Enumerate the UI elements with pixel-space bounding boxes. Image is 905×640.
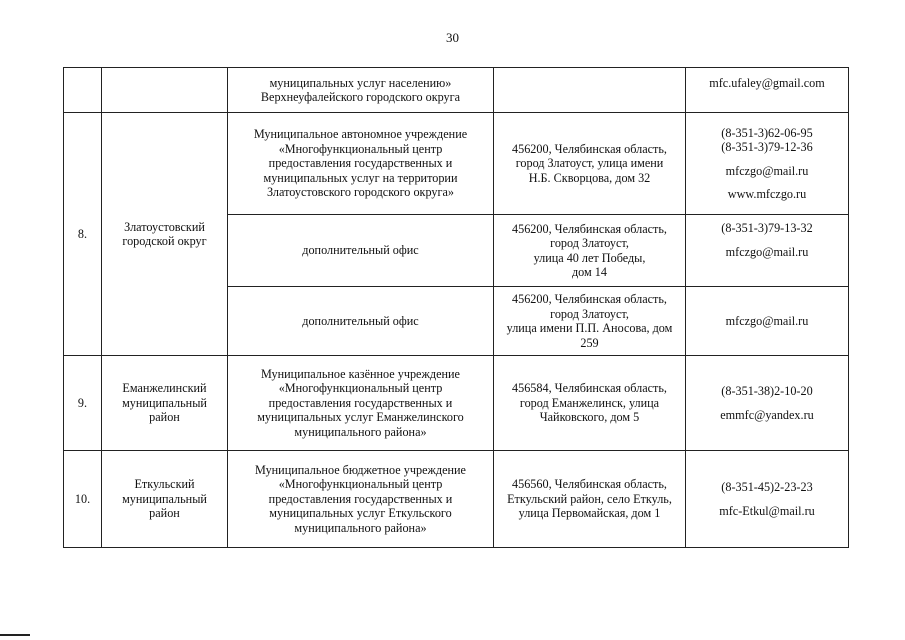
org-line: муниципальных услуг населению» (269, 75, 452, 90)
cell-organization (228, 68, 494, 113)
email: mfc.ufaley@gmail.com (709, 76, 825, 90)
area-line: район (149, 410, 180, 425)
page-number: 30 (446, 30, 459, 45)
cell-organization (228, 287, 494, 356)
org-line: муниципального района» (294, 424, 427, 439)
cell-contacts (686, 287, 849, 356)
cell-organization (228, 356, 494, 451)
website: www.mfczgo.ru (727, 187, 807, 201)
area-line: район (149, 506, 180, 521)
address-line: Еткульский район, село Еткуль, (507, 491, 672, 506)
org-line: «Многофункциональный центр (278, 381, 443, 396)
cell-number: 10. (64, 451, 102, 548)
address-line: город Златоуст, (550, 306, 629, 321)
page-edge-mark (0, 634, 30, 636)
address-line: дом 14 (571, 265, 607, 279)
email: mfczgo@mail.ru (725, 244, 809, 259)
address-line: улица Первомайская, дом 1 (518, 506, 661, 521)
org-line: муниципального района» (294, 520, 427, 535)
cell-contacts (686, 451, 849, 548)
phone: (8-351-45)2-23-23 (721, 480, 813, 494)
cell-number: 9. (64, 356, 102, 451)
cell-contacts (686, 215, 849, 287)
cell-address (494, 113, 686, 215)
cell-contacts (686, 68, 849, 113)
email: mfczgo@mail.ru (725, 163, 809, 178)
email: mfczgo@mail.ru (725, 313, 809, 328)
address-line: 456200, Челябинская область, (512, 292, 667, 306)
cell-address (494, 451, 686, 548)
area-line: муниципальный (122, 491, 207, 506)
table-row-continuation (64, 68, 849, 113)
area-line: Еманжелинский (122, 381, 207, 396)
address-line: 259 (580, 335, 599, 350)
org-line: предоставления государственных и (268, 395, 453, 410)
cell-area (102, 356, 228, 451)
phone: (8-351-38)2-10-20 (721, 384, 813, 398)
area-line: городской округ (122, 234, 207, 248)
cell-contacts (686, 356, 849, 451)
email: mfc-Etkul@mail.ru (719, 503, 815, 518)
org-line: предоставления государственных и (268, 491, 453, 506)
cell-area (102, 451, 228, 548)
address-line: 456200, Челябинская область, (512, 141, 667, 156)
area-line: Златоустовский (124, 219, 205, 234)
cell-number: 8. (64, 113, 102, 356)
address-line: город Златоуст, (550, 236, 629, 250)
cell-address (494, 356, 686, 451)
org-line: дополнительный офис (302, 313, 419, 328)
cell-area (102, 68, 228, 113)
org-line: муниципальных услуг на территории (263, 170, 458, 185)
org-line: Верхнеуфалейского городского округа (260, 90, 461, 104)
cell-contacts (686, 113, 849, 215)
org-line: муниципальных услуг Еманжелинского (257, 410, 464, 425)
area-line: Еткульский (134, 477, 195, 492)
cell-address (494, 287, 686, 356)
cell-address (494, 215, 686, 287)
address-line: город Еманжелинск, улица (519, 395, 660, 410)
org-line: Муниципальное автономное учреждение (253, 127, 468, 142)
org-line: предоставления государственных и (268, 156, 453, 171)
phone: (8-351-3)79-13-32 (721, 221, 813, 235)
address-line: 456200, Челябинская область, (512, 221, 667, 236)
org-line: «Многофункциональный центр (278, 141, 443, 156)
cell-area (102, 113, 228, 356)
cell-organization (228, 113, 494, 215)
table-row-10 (64, 451, 849, 548)
table-row-9 (64, 356, 849, 451)
address-line: улица имени П.П. Аносова, дом (506, 321, 673, 335)
cell-number (64, 68, 102, 113)
area-line: муниципальный (122, 395, 207, 410)
table-row-8-main (64, 113, 849, 215)
email: emmfc@yandex.ru (720, 407, 814, 422)
cell-address (494, 68, 686, 113)
address-line: 456584, Челябинская область, (512, 381, 667, 396)
cell-organization (228, 215, 494, 287)
org-line: муниципальных услуг Еткульского (269, 506, 452, 521)
phone: (8-351-3)62-06-95 (721, 125, 813, 140)
phone: (8-351-3)79-12-36 (721, 140, 813, 154)
org-line: Златоустовского городского округа» (266, 185, 454, 200)
address-line: улица 40 лет Победы, (533, 250, 646, 265)
address-line: город Златоуст, улица имени (515, 156, 664, 171)
org-line: дополнительный офис (302, 243, 419, 258)
org-line: Муниципальное казённое учреждение (261, 366, 460, 381)
address-line: Н.Б. Скворцова, дом 32 (528, 170, 651, 185)
org-line: Муниципальное бюджетное учреждение (255, 462, 466, 477)
address-line: Чайковского, дом 5 (539, 410, 640, 425)
mfc-directory-table (63, 67, 849, 548)
org-line: «Многофункциональный центр (278, 477, 443, 492)
address-line: 456560, Челябинская область, (512, 477, 667, 492)
cell-organization (228, 451, 494, 548)
